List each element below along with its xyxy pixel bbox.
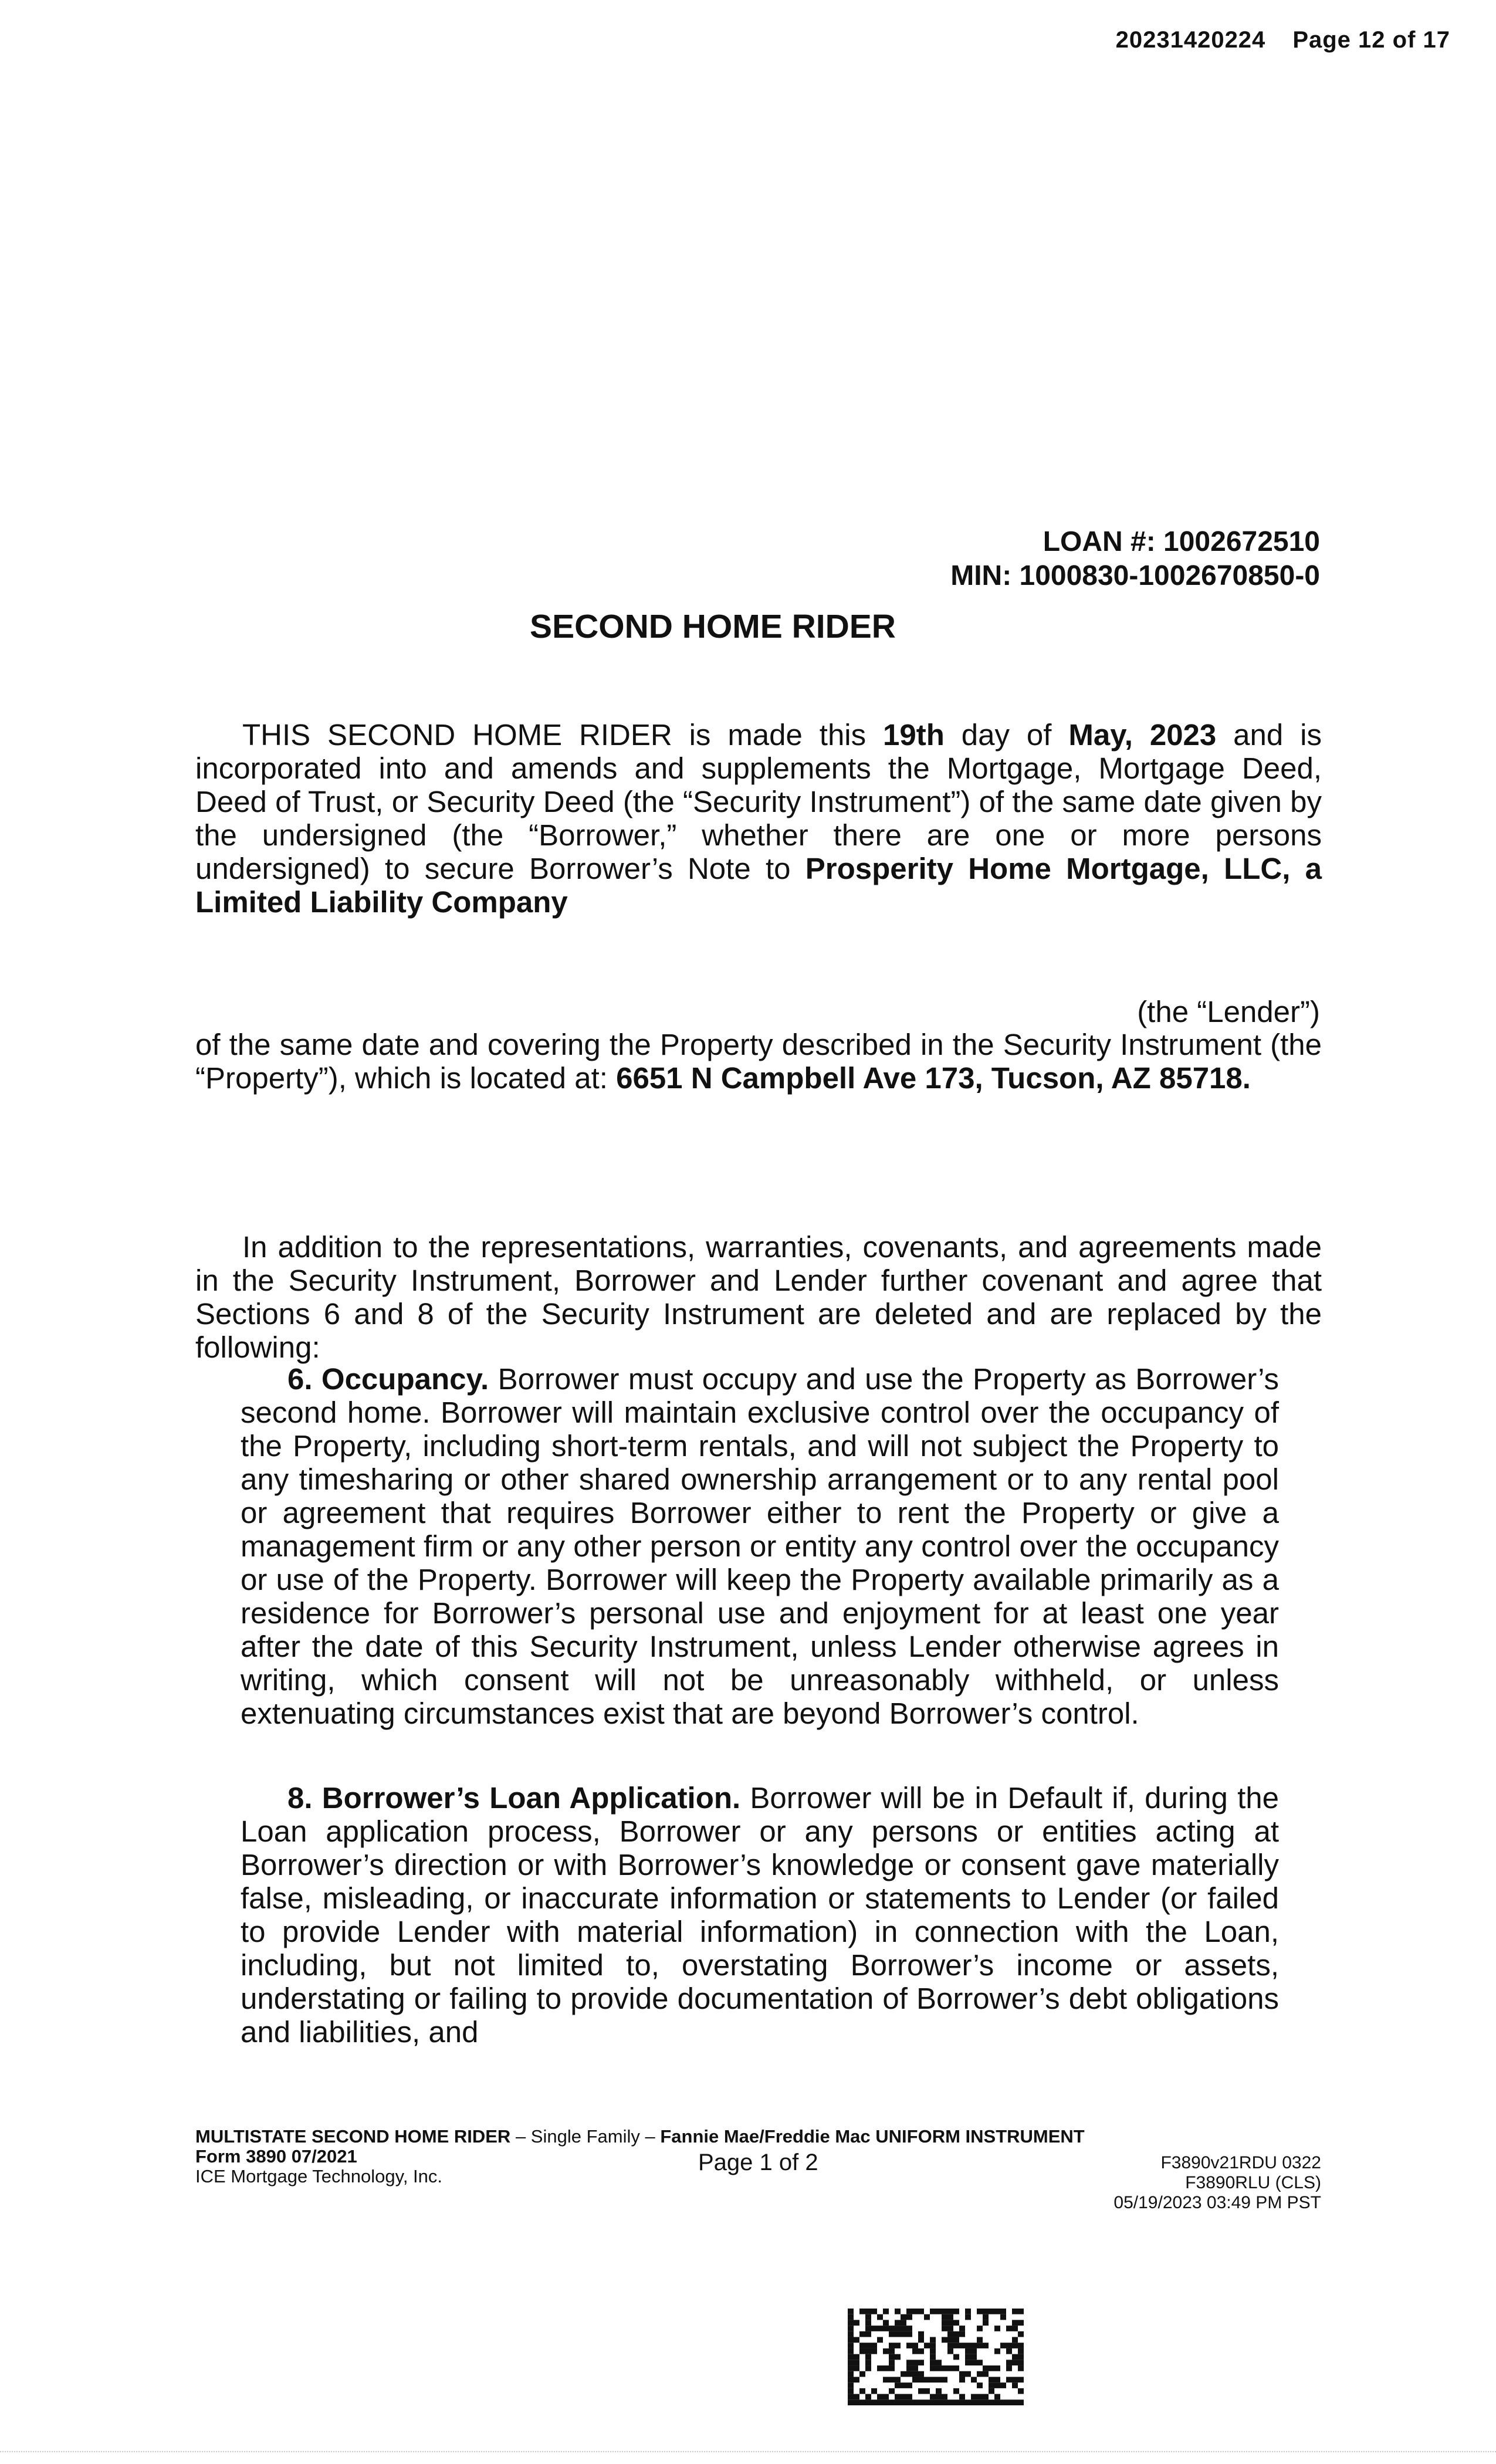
section-6-occupancy bbox=[241, 1362, 1279, 1730]
property-address: 6651 N Campbell Ave 173, Tucson, AZ 85718. bbox=[616, 1061, 1251, 1095]
lender-suffix: (the “Lender”) bbox=[1137, 995, 1320, 1028]
document-title: SECOND HOME RIDER bbox=[530, 608, 896, 645]
section-heading: 8. Borrower’s Loan Application. bbox=[287, 1781, 741, 1815]
covenant-paragraph: In addition to the representations, warranties, covenants, and agreements made in the Security Instrument, Borrower and Lender further covenant and agree that Sections 6 and 8 of the Security Instrument are deleted and are replaced by the following: bbox=[195, 1230, 1322, 1364]
intro-paragraph: THIS SECOND HOME RIDER is made this 19th day of May, 2023 and is incorporated into and amends and supplements the Mortgage, Mortgage Deed, Deed of Trust, or Security Deed (the “Security Instrument”) of the same date given by the undersigned (the “Borrower,” whether there are one or more persons undersigned) to secure Borrower’s Note to Prosperity Home Mortgage, LLC, a Limited Liability Company bbox=[195, 718, 1322, 919]
scan-edge-divider bbox=[0, 2451, 1496, 2453]
min-number: MIN: 1000830-1002670850-0 bbox=[950, 560, 1320, 591]
footer-timestamp: 05/19/2023 03:49 PM PST bbox=[1113, 2193, 1321, 2212]
section-body: Borrower will be in Default if, during the Loan application process, Borrower or any persons or entities acting at Borrower’s direction or with Borrower’s knowledge or consent gave materially false, misleading, or inaccurate information or statements to Lender (or failed to provide Lender with material information) in connection with the Loan, including, but not limited to, overstating Borrower’s income or assets, understating or failing to provide documentation of Borrower’s debt obligations and liabilities, and bbox=[241, 1781, 1280, 2049]
document-number: 20231420224 bbox=[1115, 27, 1266, 53]
footer-codes: F3890v21RDU 0322 F3890RLU (CLS) 05/19/2023 03:49 PM PST bbox=[1113, 2153, 1321, 2212]
footer-page-number: Page 1 of 2 bbox=[698, 2150, 818, 2175]
rider-month-year: May, 2023 bbox=[1068, 718, 1217, 752]
property-paragraph: of the same date and covering the Property described in the Security Instrument (the “Property”), which is located at: 6651 N Campbell Ave 173, Tucson, AZ 85718. bbox=[195, 1028, 1322, 1095]
loan-number: LOAN #: 1002672510 bbox=[1043, 526, 1320, 557]
recording-page-label: Page 12 of 17 bbox=[1292, 27, 1450, 53]
rider-day: 19th bbox=[883, 718, 945, 752]
section-heading: 6. Occupancy. bbox=[287, 1362, 489, 1396]
lender-name: Prosperity Home Mortgage, LLC, a Limited Liability Company bbox=[195, 852, 1322, 919]
footer-form-info: MULTISTATE SECOND HOME RIDER – Single Family – Fannie Mae/Freddie Mac UNIFORM INSTRUMENT Form 3890 07/2021 ICE Mortgage Technology, Inc. bbox=[195, 2126, 1085, 2187]
recording-stamp bbox=[1116, 27, 1450, 53]
barcode-icon bbox=[848, 2309, 1024, 2405]
section-body: Borrower must occupy and use the Property as Borrower’s second home. Borrower will maintain exclusive control over the occupancy of the Property, including short-term rentals, and will not subject the Property to any timesharing or other shared ownership arrangement or to any rental pool or agreement that requires Borrower either to rent the Property or give a management firm or any other person or entity any control over the occupancy or use of the Property. Borrower will keep the Property available primarily as a residence for Borrower’s personal use and enjoyment for at least one year after the date of this Security Instrument, unless Lender otherwise agrees in writing, which consent will not be unreasonably withheld, or unless extenuating circumstances exist that are beyond Borrower’s control. bbox=[241, 1362, 1279, 1730]
vendor: ICE Mortgage Technology, Inc. bbox=[195, 2166, 443, 2187]
form-number: Form 3890 07/2021 bbox=[195, 2146, 357, 2167]
loan-identifiers bbox=[950, 525, 1320, 593]
section-8-loan-application bbox=[241, 1781, 1279, 2049]
